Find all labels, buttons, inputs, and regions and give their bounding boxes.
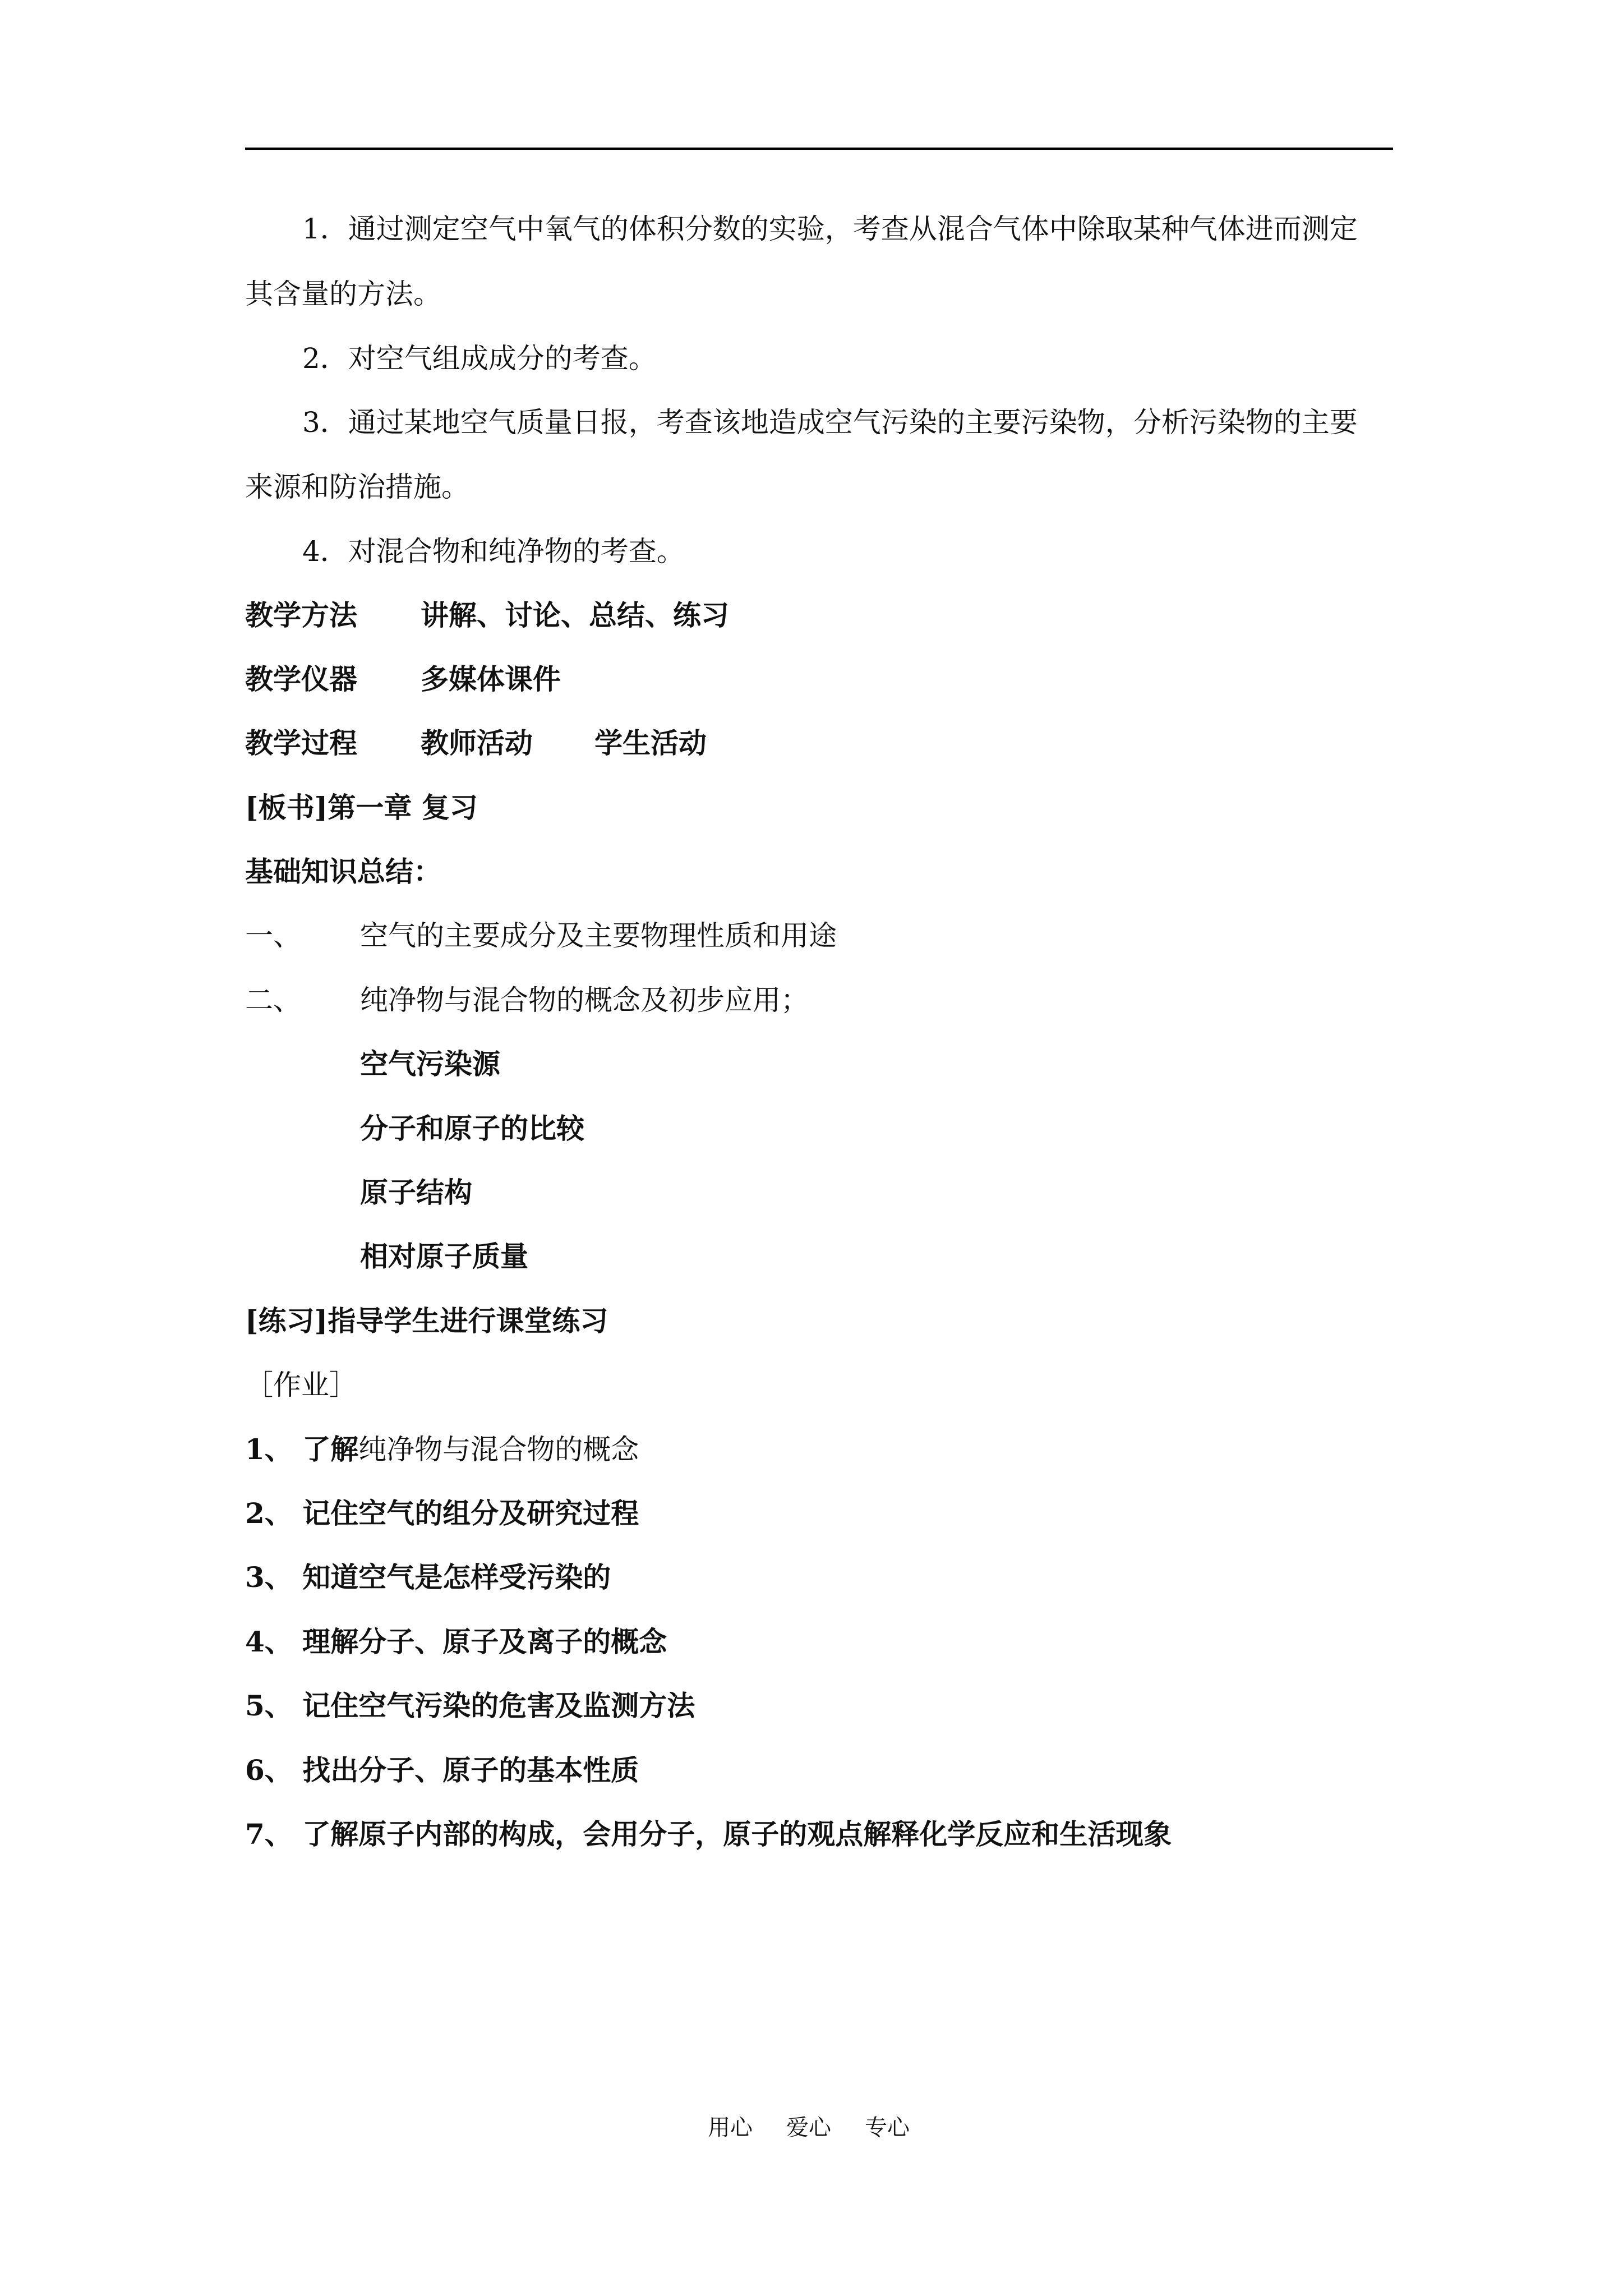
homework-item-1-prefix: 1、 了解 bbox=[245, 1433, 359, 1466]
teaching-method-value: 讲解、讨论、总结、练习 bbox=[421, 599, 729, 632]
outline-item-two: 纯净物与混合物的概念及初步应用； bbox=[360, 984, 809, 1016]
objective-3-line-1: 3．通过某地空气质量日报，考查该地造成空气污染的主要污染物，分析污染物的主要 bbox=[302, 406, 1358, 439]
outline-marker-one: 一、 bbox=[245, 919, 301, 952]
homework-item: 2、 记住空气的组分及研究过程 bbox=[245, 1497, 639, 1530]
homework-item: 4、 理解分子、原子及离子的概念 bbox=[245, 1625, 667, 1658]
footer-word: 专心 bbox=[865, 2115, 910, 2141]
teacher-activity-label: 教师活动 bbox=[421, 726, 533, 760]
homework-label: ［作业］ bbox=[245, 1369, 357, 1401]
homework-item: 5、 记住空气污染的危害及监测方法 bbox=[245, 1689, 695, 1722]
objective-1-line-1: 1．通过测定空气中氧气的体积分数的实验，考查从混合气体中除取某种气体进而测定 bbox=[302, 213, 1358, 245]
teaching-process-label: 教学过程 bbox=[245, 726, 357, 760]
objective-4: 4．对混合物和纯净物的考查。 bbox=[302, 535, 685, 568]
objective-2: 2．对空气组成成分的考查。 bbox=[302, 342, 657, 375]
homework-item: 6、 找出分子、原子的基本性质 bbox=[245, 1754, 639, 1787]
teaching-instrument-label: 教学仪器 bbox=[245, 662, 357, 696]
practice-line: [练习]指导学生进行课堂练习 bbox=[245, 1304, 608, 1337]
footer-word: 用心 bbox=[708, 2115, 753, 2141]
objective-3-line-2: 来源和防治措施。 bbox=[245, 471, 469, 503]
homework-item-1-text: 纯净物与混合物的概念 bbox=[358, 1433, 639, 1466]
outline-sub-item: 空气污染源 bbox=[360, 1047, 500, 1080]
header-rule bbox=[245, 148, 1393, 150]
homework-item: 7、 了解原子内部的构成，会用分子，原子的观点解释化学反应和生活现象 bbox=[245, 1818, 1172, 1851]
outline-marker-two: 二、 bbox=[245, 984, 301, 1016]
teaching-method-label: 教学方法 bbox=[245, 599, 357, 632]
student-activity-label: 学生活动 bbox=[594, 726, 707, 760]
outline-sub-item: 相对原子质量 bbox=[360, 1240, 528, 1273]
outline-sub-item: 原子结构 bbox=[360, 1176, 472, 1209]
objective-1-line-2: 其含量的方法。 bbox=[245, 278, 441, 310]
board-title: [板书]第一章 复习 bbox=[245, 791, 478, 824]
teaching-instrument-value: 多媒体课件 bbox=[421, 662, 561, 696]
homework-item-1 bbox=[245, 1433, 639, 1466]
homework-item: 3、 知道空气是怎样受污染的 bbox=[245, 1561, 611, 1594]
footer-word: 爱心 bbox=[786, 2115, 831, 2141]
outline-item-one: 空气的主要成分及主要物理性质和用途 bbox=[360, 919, 837, 952]
summary-label: 基础知识总结： bbox=[245, 855, 441, 888]
page-footer bbox=[708, 2114, 910, 2142]
outline-sub-item: 分子和原子的比较 bbox=[360, 1112, 584, 1145]
